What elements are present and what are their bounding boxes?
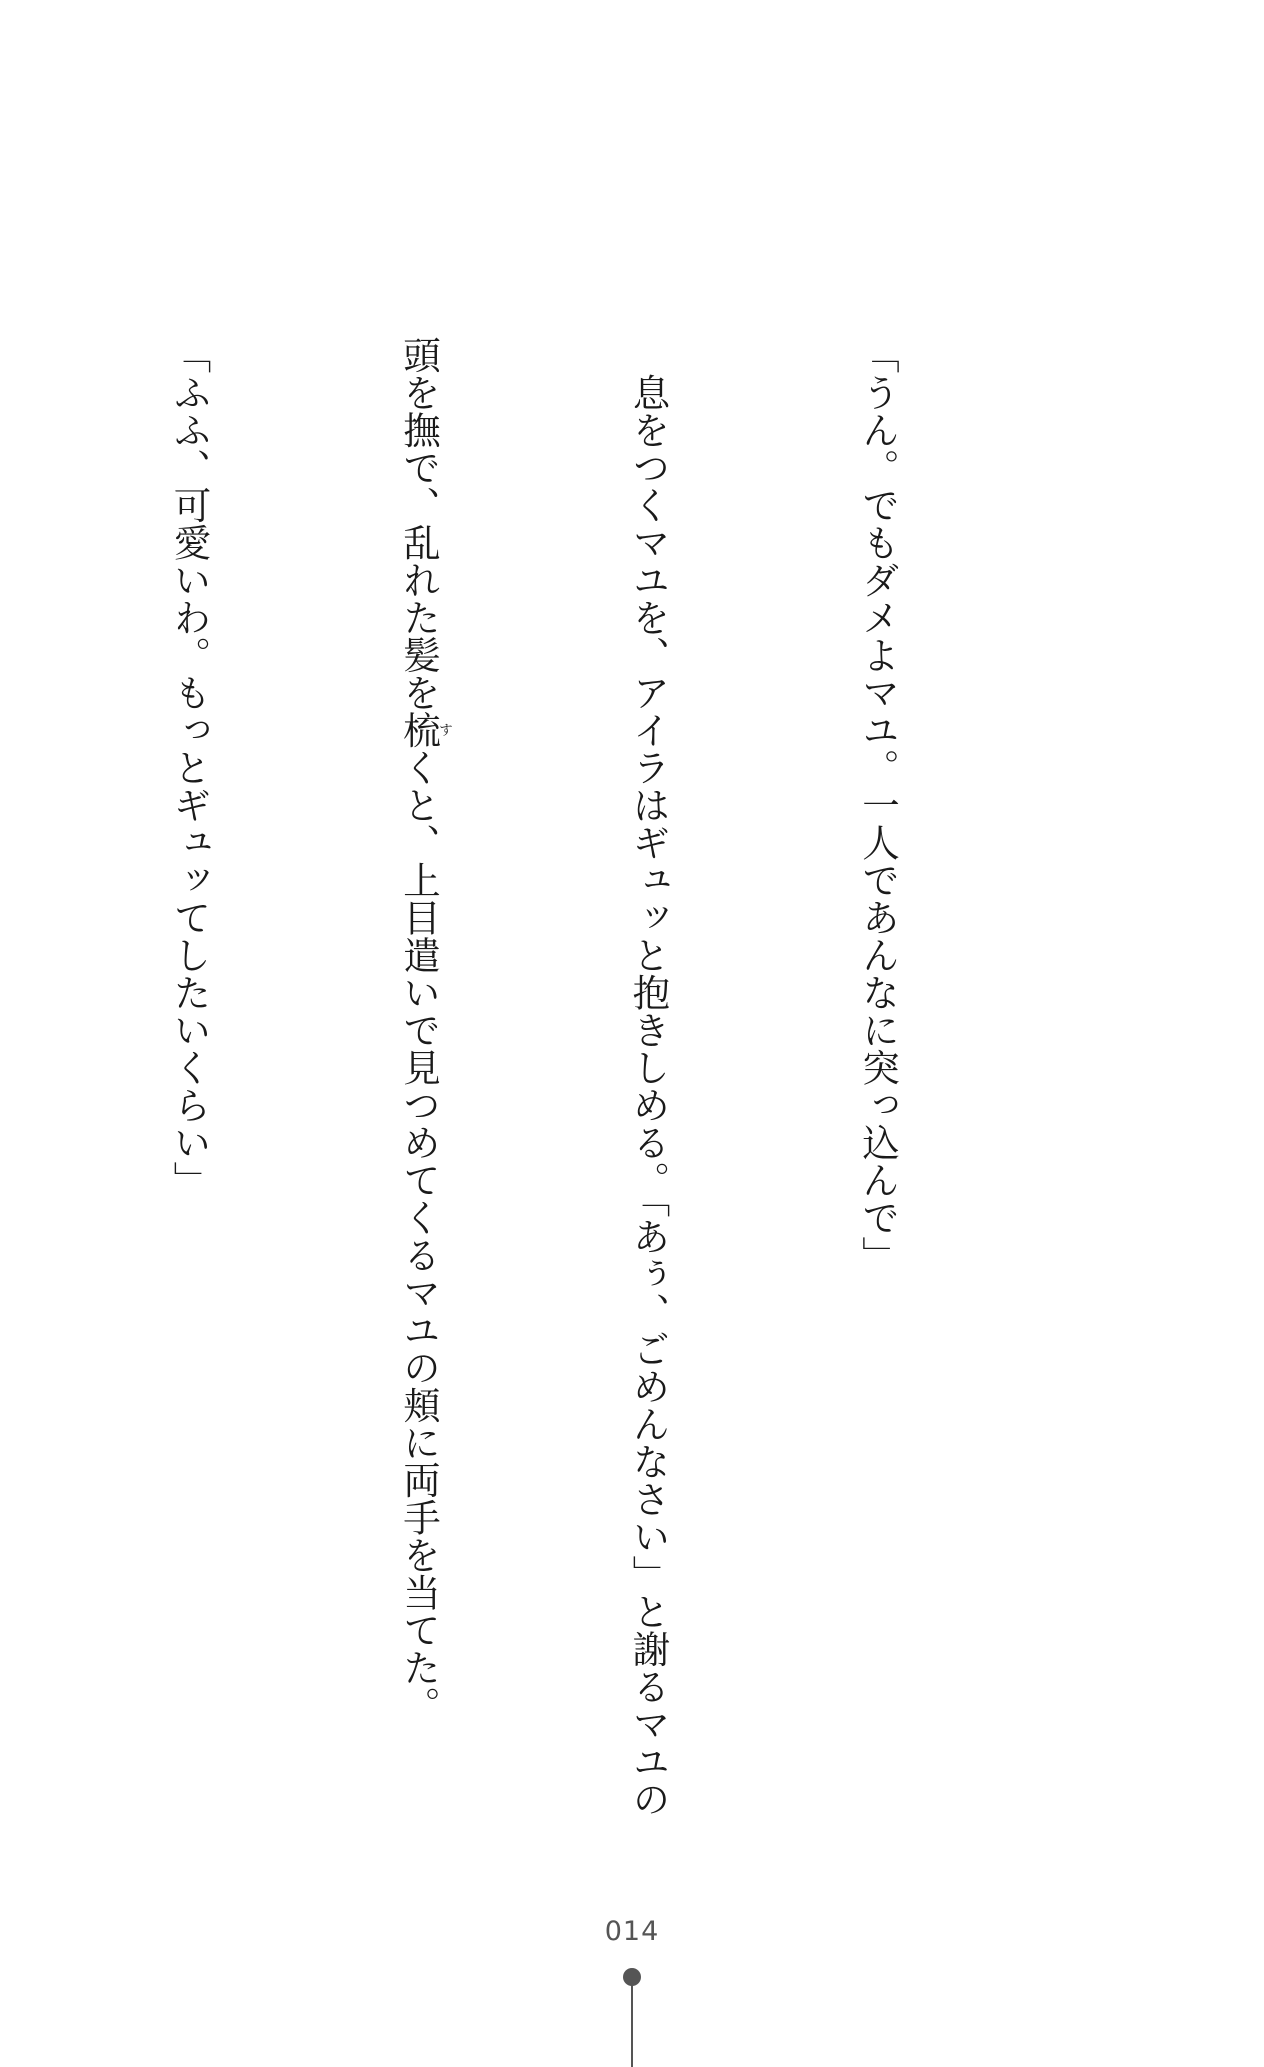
folio-dot-icon — [623, 1968, 641, 1986]
ruby-annotation — [397, 711, 453, 749]
text-line: 息をつくマユを、アイラはギュッと抱きしめる。「あぅ、ごめんなさい」と謝るマユの — [626, 336, 671, 1818]
text-line: 「うん。でもダメよマユ。一人であんなに突っ込んで」 — [856, 336, 900, 1274]
text-segment: くと、上目遣いで見つめてくるマユの頬に両手を当てた。 — [397, 748, 441, 1724]
folio-rule — [631, 1985, 633, 2067]
page-number: 014 — [604, 1916, 660, 1947]
text-segment: 頭を撫で、乱れた髪を — [397, 336, 441, 711]
ruby-base: 梳 — [397, 711, 441, 749]
vertical-text-block — [0, 336, 1069, 1818]
ruby-reading: す — [437, 711, 453, 749]
text-line: 「ふふ、可愛いわ。もっとギュッてしたいくらい」 — [167, 336, 212, 1199]
text-line-with-ruby — [381, 336, 458, 1724]
